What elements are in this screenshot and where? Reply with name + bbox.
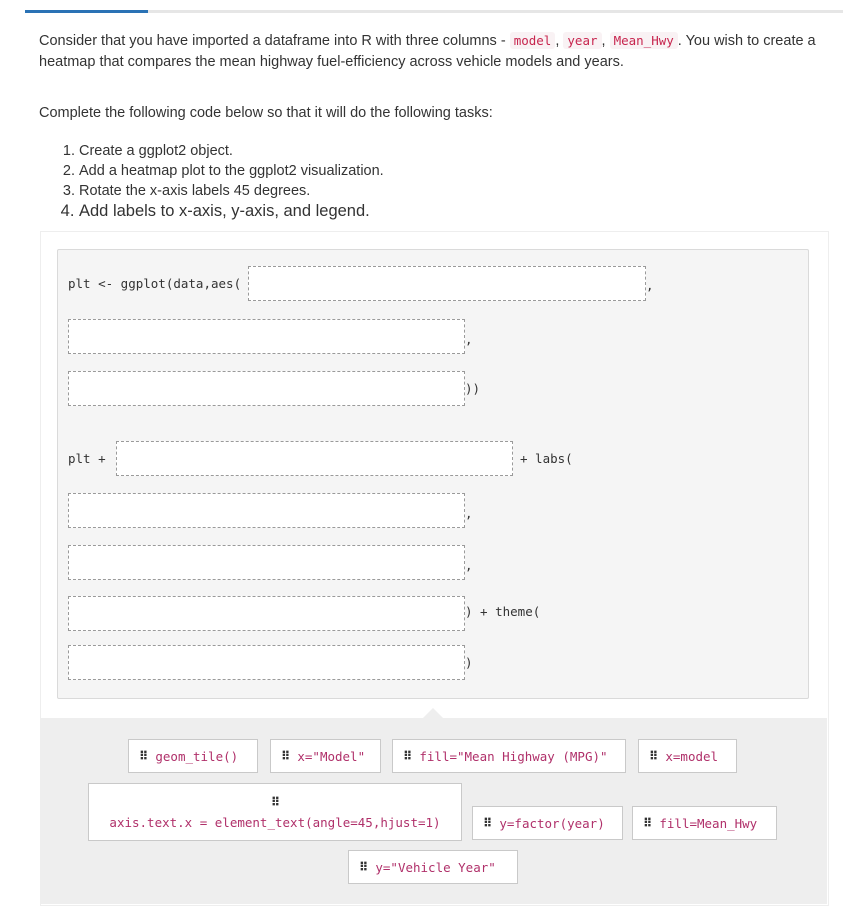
drag-handle-icon[interactable]: ⠿ (270, 794, 280, 809)
drag-handle-icon[interactable]: ⠿ (403, 749, 412, 763)
code-line-8-suffix: ) (465, 655, 473, 670)
choice-axis-text[interactable] (88, 783, 462, 841)
code-line-4-suffix: + labs( (520, 451, 573, 466)
separator: , (601, 33, 610, 49)
drag-handle-icon[interactable]: ⠿ (483, 816, 492, 830)
drop-zone-aes-3[interactable] (68, 371, 465, 406)
drag-handle-icon[interactable]: ⠿ (281, 749, 290, 763)
code-line-7-suffix: ) + theme( (465, 604, 541, 619)
choice-x-model[interactable] (638, 739, 737, 773)
choice-label: x=model (665, 748, 719, 764)
question-intro (39, 31, 829, 72)
code-line-2-suffix: , (465, 332, 473, 347)
drag-handle-icon[interactable]: ⠿ (643, 816, 652, 830)
drop-zone-aes-1[interactable] (248, 266, 646, 301)
choice-label: fill="Mean Highway (MPG)" (419, 748, 608, 764)
intro-text-end: . You wish to create a heatmap that compares the mean highway fuel-efficiency across vehicle models and years. (39, 33, 816, 70)
choice-label: geom_tile() (155, 748, 239, 764)
pool-arrow (423, 708, 443, 718)
task-item: 3. Rotate the x-axis labels 45 degrees. (79, 181, 384, 201)
choice-fill-mean[interactable] (632, 806, 777, 840)
progress-bar-fill (25, 10, 148, 13)
task-item: 4. Add labels to x-axis, y-axis, and legend. (79, 201, 384, 221)
drop-zone-labs-2[interactable] (68, 545, 465, 580)
choice-label: fill=Mean_Hwy (659, 815, 758, 831)
choice-label: axis.text.x = element_text(angle=45,hjust=1) (109, 814, 441, 830)
choice-geom-tile[interactable] (128, 739, 258, 773)
code-line-6-suffix: , (465, 558, 473, 573)
task-list (63, 141, 384, 221)
choice-label: x="Model" (297, 748, 366, 764)
drop-zone-labs-3[interactable] (68, 596, 465, 631)
drop-zone-aes-2[interactable] (68, 319, 465, 354)
column-year: year (563, 32, 601, 49)
choice-fill-label[interactable] (392, 739, 626, 773)
drop-zone-theme[interactable] (68, 645, 465, 680)
column-mean-hwy: Mean_Hwy (610, 32, 678, 49)
instruction-text: Complete the following code below so that it will do the following tasks: (39, 105, 493, 121)
column-model: model (510, 32, 556, 49)
choice-y-label[interactable] (348, 850, 518, 884)
drag-handle-icon[interactable]: ⠿ (139, 749, 148, 763)
task-item: 1. Create a ggplot2 object. (79, 141, 384, 161)
drop-zone-labs-1[interactable] (68, 493, 465, 528)
drag-handle-icon[interactable]: ⠿ (649, 749, 658, 763)
code-line-1-suffix: , (646, 278, 654, 293)
progress-bar (25, 10, 843, 13)
drop-zone-geom[interactable] (116, 441, 513, 476)
choice-label: y="Vehicle Year" (375, 859, 496, 875)
choice-label: y=factor(year) (499, 815, 605, 831)
separator: , (555, 33, 564, 49)
code-line-5-suffix: , (465, 506, 473, 521)
task-item: 2. Add a heatmap plot to the ggplot2 visualization. (79, 161, 384, 181)
intro-text: Consider that you have imported a dataframe into R with three columns - (39, 33, 510, 49)
drag-handle-icon[interactable]: ⠿ (359, 860, 368, 874)
code-line-3-suffix: )) (465, 381, 481, 396)
code-line-1-prefix: plt <- ggplot(data,aes( (68, 276, 242, 291)
choice-y-factor[interactable] (472, 806, 623, 840)
code-line-4-prefix: plt + (68, 451, 106, 466)
choice-x-model-label[interactable] (270, 739, 381, 773)
